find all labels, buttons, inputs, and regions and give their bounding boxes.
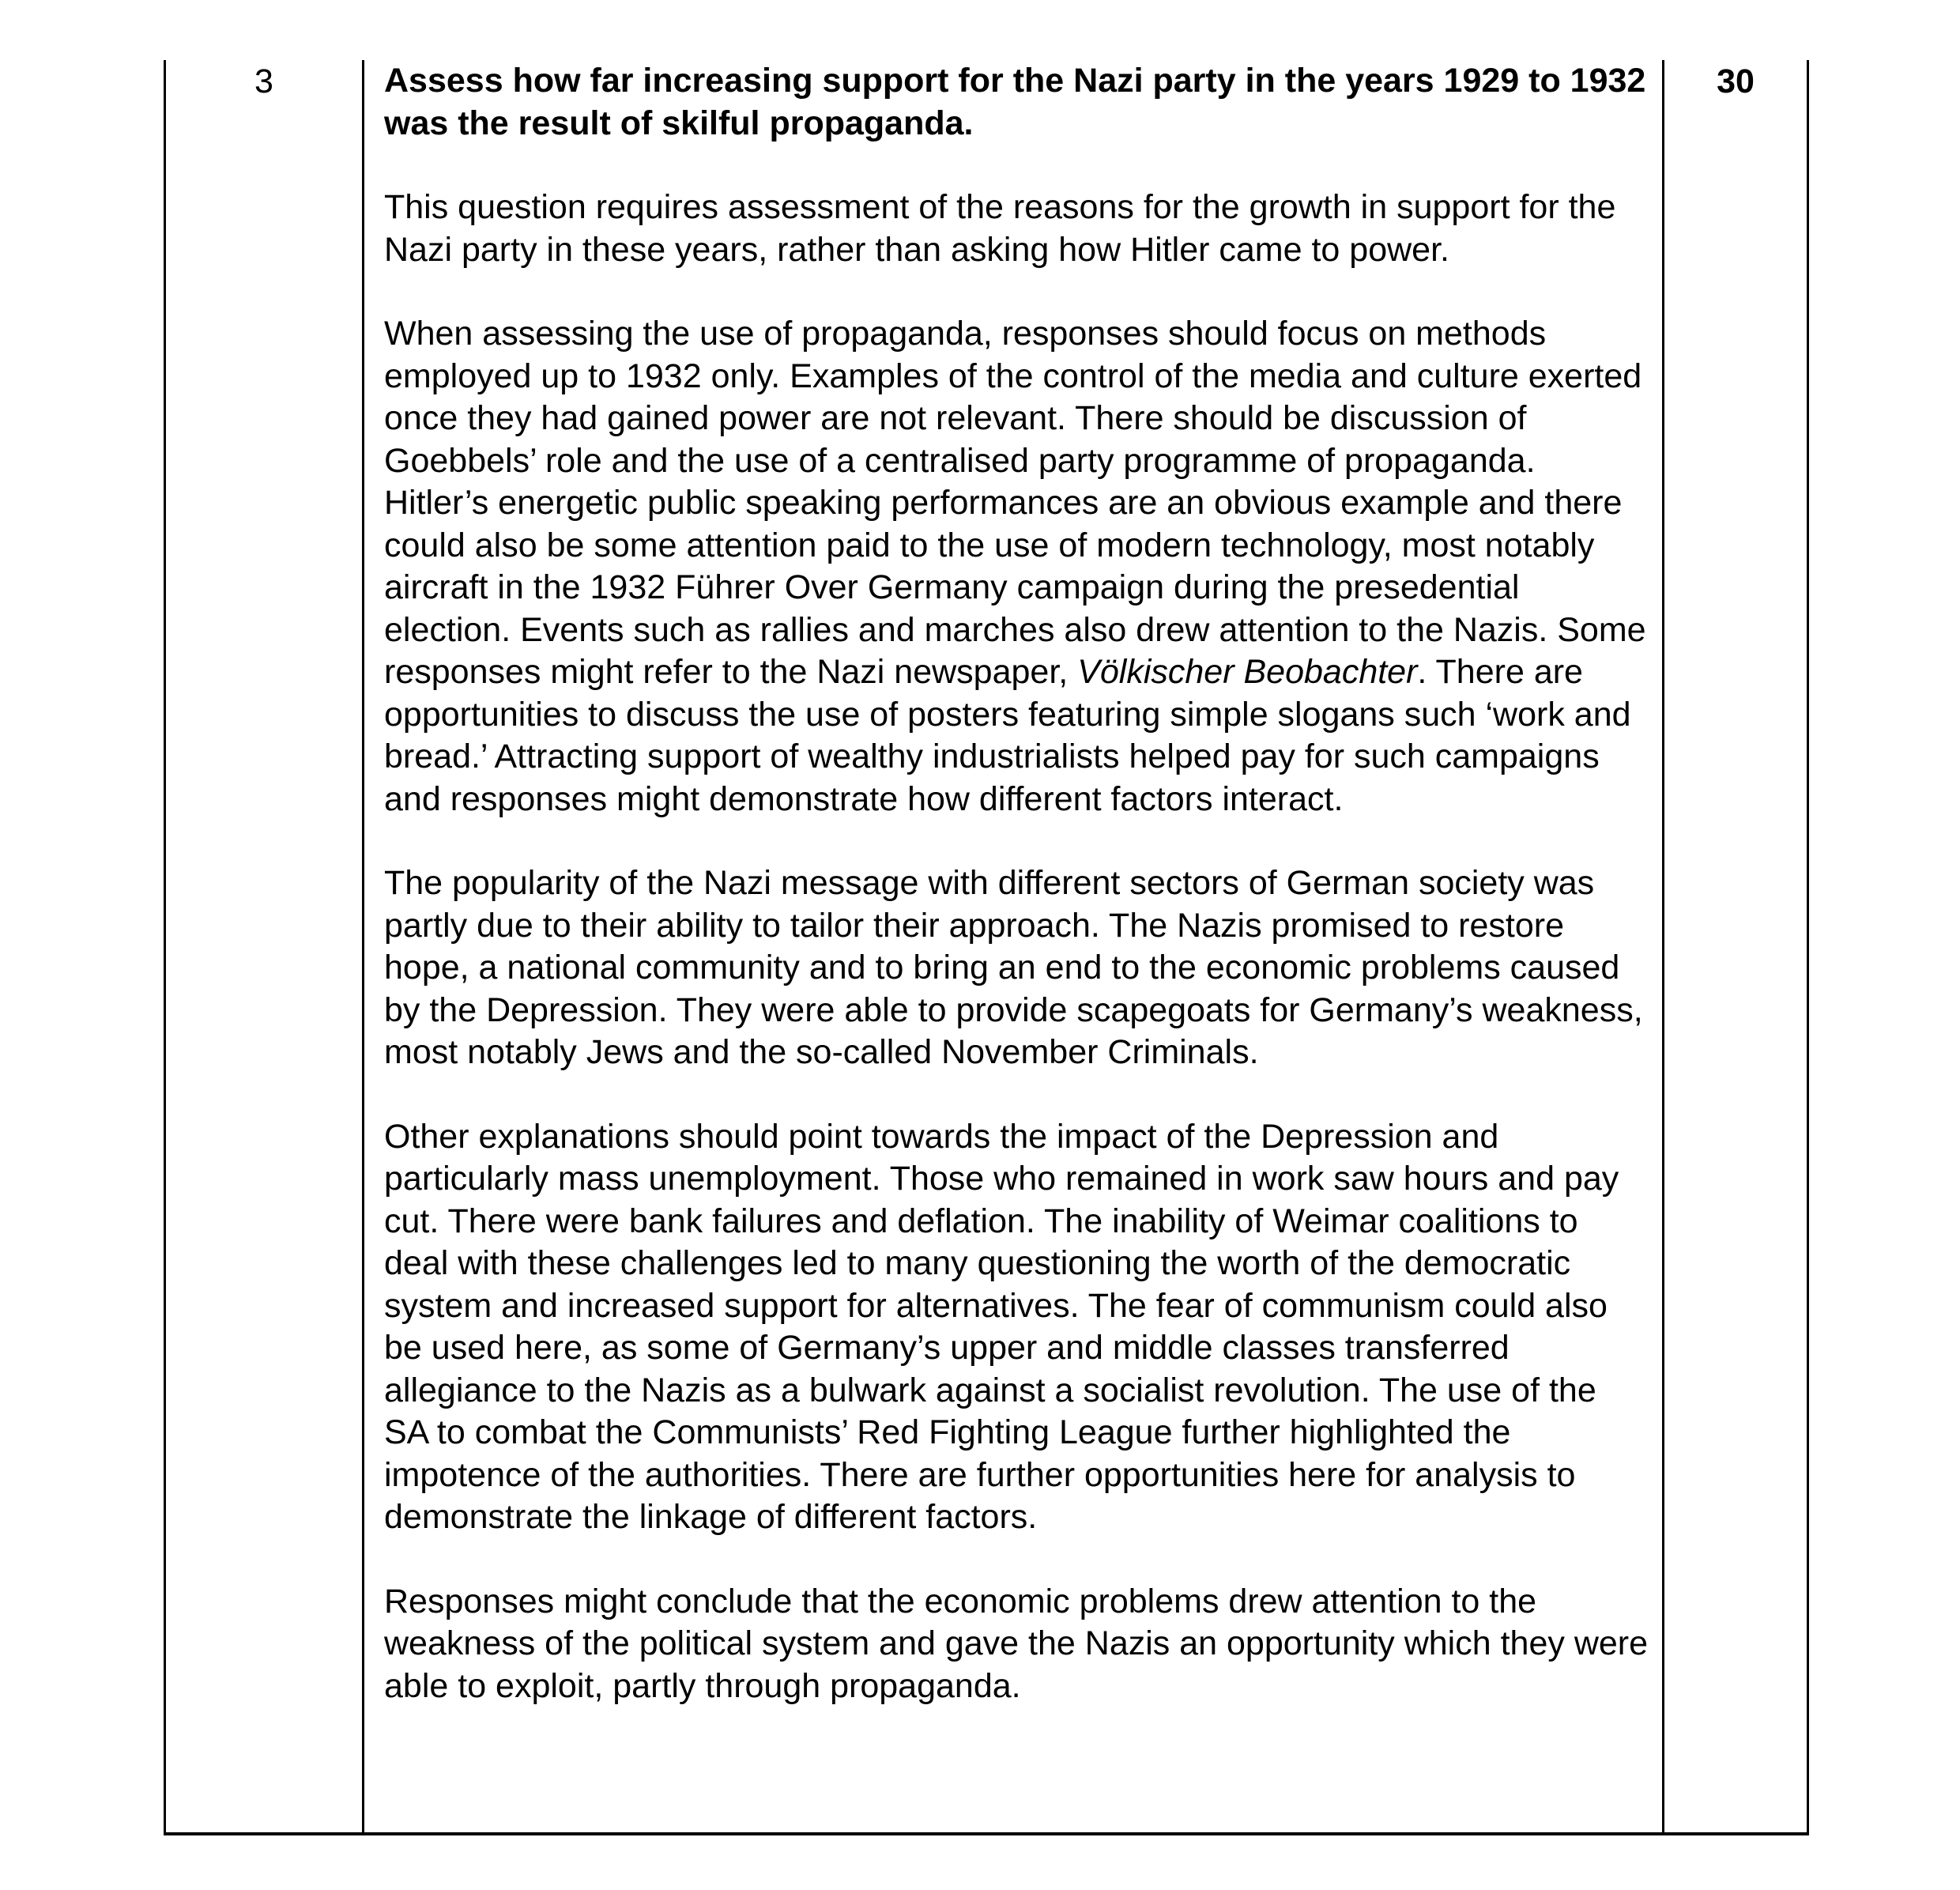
mark-scheme-table — [164, 60, 1809, 1835]
column-divider-right — [1662, 60, 1664, 1832]
guidance-paragraph-2-end: . There are opportunities to discuss the use of posters featuring simple slogans such ‘work and bread.’ Attracting support of wealthy industrialists helped pay for such campaigns and responses might demonstrate how different factors interact. — [384, 653, 1631, 818]
guidance-paragraph-4: Other explanations should point towards the impact of the Depression and particularly mass unemployment. Those who remained in work saw hours and pay cut. There were bank failures and deflation. The inability of Weimar coalitions to deal with these challenges led to many questioning the worth of the democratic system and increased support for alternatives. The fear of communism could also be used here, as some of Germany’s upper and middle classes transferred allegiance to the Nazis as a bulwark against a socialist revolution. The use of the SA to combat the Communists’ Red Fighting League further highlighted the impotence of the authorities. There are further opportunities here for analysis to demonstrate the linkage of different factors. — [384, 1117, 1619, 1536]
newspaper-title: Völkischer Beobachter — [1077, 653, 1418, 691]
guidance-paragraph-1: This question requires assessment of the reasons for the growth in support for the Nazi party in these years, rather than asking how Hitler came to power. — [384, 188, 1616, 269]
question-number: 3 — [254, 62, 273, 100]
guidance-paragraph-2 — [384, 313, 1649, 821]
question-title: Assess how far increasing support for the Nazi party in the years 1929 to 1932 was the result of skilful propaganda. — [384, 62, 1646, 142]
guidance-paragraph-5: Responses might conclude that the economic problems drew attention to the weakness of the political system and gave the Nazis an opportunity which they were able to exploit, partly through propaganda. — [384, 1582, 1649, 1705]
guidance-cell — [384, 60, 1649, 1707]
column-divider-left — [362, 60, 364, 1832]
marks-value: 30 — [1717, 62, 1755, 100]
guidance-paragraph-3: The popularity of the Nazi message with different sectors of German society was partly due to their ability to tailor their approach. The Nazis promised to restore hope, a national community and to bring an end to the economic problems caused by the Depression. They were able to provide scapegoats for Germany’s weakness, most notably Jews and the so-called November Criminals. — [384, 864, 1643, 1071]
guidance-paragraph-2-start: When assessing the use of propaganda, responses should focus on methods employed up to 1932 only. Examples of the control of the media and culture exerted once they had gained power are not relevant. There should be discussion of Goebbels’ role and the use of a centralised party programme of propaganda. Hitler’s energetic public speaking performances are an obvious example and there could also be some attention paid to the use of modern technology, most notably aircraft in the 1932 Führer Over Germany campaign during the presedential election. Events such as rallies and marches also drew attention to the Nazis. Some responses might refer to the Nazi newspaper, — [384, 315, 1646, 691]
